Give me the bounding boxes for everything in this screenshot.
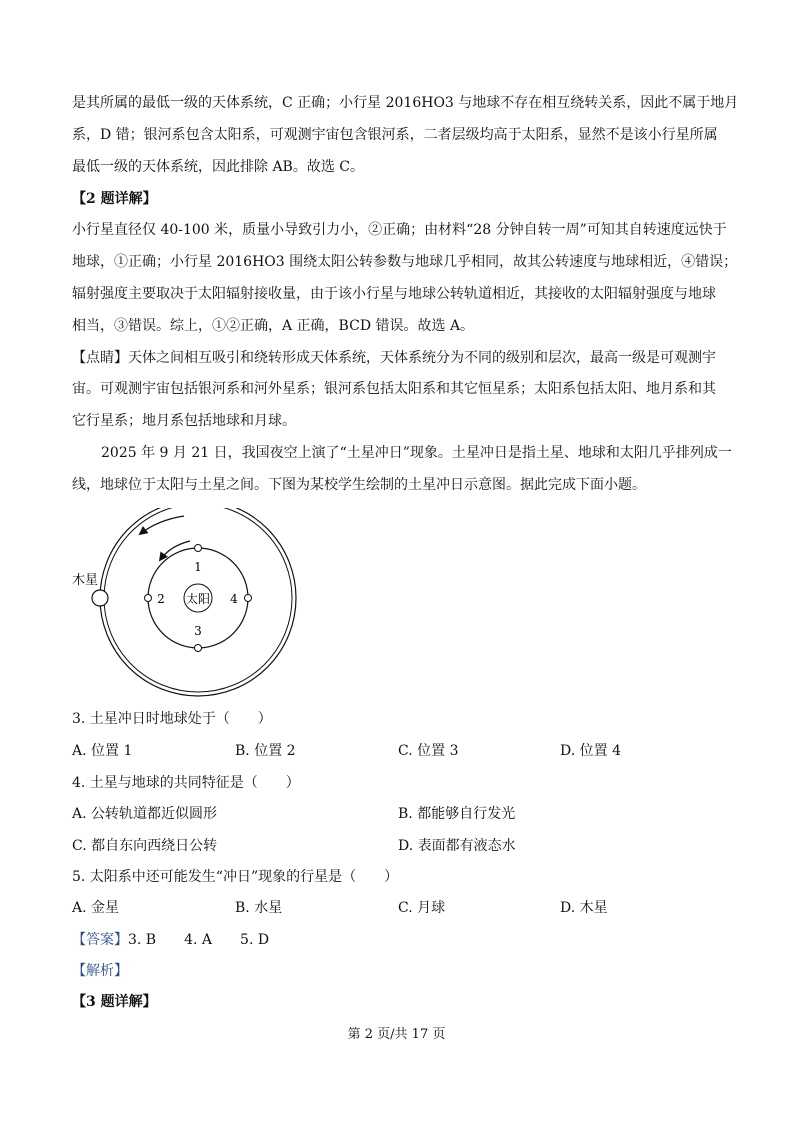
position-4-label: 4 <box>230 592 238 606</box>
tip-line: 【点睛】天体之间相互吸引和绕转形成天体系统，天体系统分为不同的级别和层次，最高一级是可观测宇 <box>72 350 716 366</box>
section-heading-q3: 【3 题详解】 <box>72 994 157 1010</box>
q4-option-b: B. 都能够自行发光 <box>398 806 516 822</box>
answer-4: 4. A <box>184 932 213 948</box>
page-number-footer: 第 2 页/共 17 页 <box>347 1027 446 1042</box>
outer-orbit-arrow <box>140 516 184 534</box>
position-3-label: 3 <box>194 624 202 638</box>
q4-option-c: C. 都自东向西绕日公转 <box>72 838 218 854</box>
material-line: 线，地球位于太阳与土星之间。下图为某校学生绘制的土星冲日示意图。据此完成下面小题。 <box>72 477 646 493</box>
jupiter-planet <box>92 590 108 606</box>
saturn-opposition-diagram <box>72 508 312 698</box>
q3-option-c: C. 位置 3 <box>398 743 459 759</box>
jupiter-label: 木星 <box>72 573 99 588</box>
position-3-dot <box>195 645 202 652</box>
q3-option-b: B. 位置 2 <box>235 743 296 759</box>
paragraph-line: 相当，③错误。综上，①②正确，A 正确，BCD 错误。故选 A。 <box>72 318 475 334</box>
answer-row <box>72 930 269 950</box>
position-1-dot <box>195 545 202 552</box>
position-2-dot <box>145 595 152 602</box>
question-3-stem: 3. 土星冲日时地球处于（ ） <box>72 711 272 727</box>
q5-option-d: D. 木星 <box>560 900 608 916</box>
analysis-label: 【解析】 <box>72 963 128 979</box>
answer-label: 【答案】 <box>72 932 128 948</box>
q5-option-a: A. 金星 <box>72 900 120 916</box>
paragraph-line: 地球，①正确；小行星 2016HO3 围绕太阳公转参数与地球几乎相同，故其公转速度与地球相近，④错误； <box>72 254 738 270</box>
position-4-dot <box>245 595 252 602</box>
answer-3: 3. B <box>128 932 157 948</box>
paragraph-line: 辐射强度主要取决于太阳辐射接收量，由于该小行星与地球公转轨道相近，其接收的太阳辐射强度与地球 <box>72 286 716 302</box>
q3-option-d: D. 位置 4 <box>560 743 621 759</box>
q5-option-c: C. 月球 <box>398 900 446 916</box>
question-4-stem: 4. 土星与地球的共同特征是（ ） <box>72 775 300 791</box>
inner-orbit-arrow <box>160 541 190 560</box>
answer-5: 5. D <box>240 932 270 948</box>
q4-option-d: D. 表面都有液态水 <box>398 838 516 854</box>
paragraph-line: 小行星直径仅 40-100 米，质量小导致引力小，②正确；由材料“28 分钟自转一周”可知其自转速度远快于 <box>72 222 727 238</box>
paragraph-line: 是其所属的最低一级的天体系统，C 正确；小行星 2016HO3 与地球不存在相互绕转关系，因此不属于地月 <box>72 95 739 111</box>
question-5-stem: 5. 太阳系中还可能发生“冲日”现象的行星是（ ） <box>72 869 399 885</box>
paragraph-line: 最低一级的天体系统，因此排除 AB。故选 C。 <box>72 159 365 175</box>
q4-option-a: A. 公转轨道都近似圆形 <box>72 806 218 822</box>
sun-label: 太阳 <box>185 592 211 606</box>
tip-line: 宙。可观测宇宙包括银河系和河外星系；银河系包括太阳系和其它恒星系；太阳系包括太阳、地月系和其 <box>72 381 716 397</box>
paragraph-line: 系，D 错；银河系包含太阳系，可观测宇宙包含银河系，二者层级均高于太阳系，显然不是该小行星所属 <box>72 127 718 143</box>
section-heading-q2: 【2 题详解】 <box>72 191 157 207</box>
orbit-diagram-svg <box>72 508 312 698</box>
q3-option-a: A. 位置 1 <box>72 743 133 759</box>
position-2-label: 2 <box>157 592 165 606</box>
material-line: 2025 年 9 月 21 日，我国夜空上演了“土星冲日”现象。土星冲日是指土星、地球和太阳几乎排列成一 <box>101 445 732 461</box>
tip-line: 它行星系；地月系包括地球和月球。 <box>72 413 296 429</box>
position-1-label: 1 <box>194 560 202 574</box>
q5-option-b: B. 水星 <box>235 900 283 916</box>
